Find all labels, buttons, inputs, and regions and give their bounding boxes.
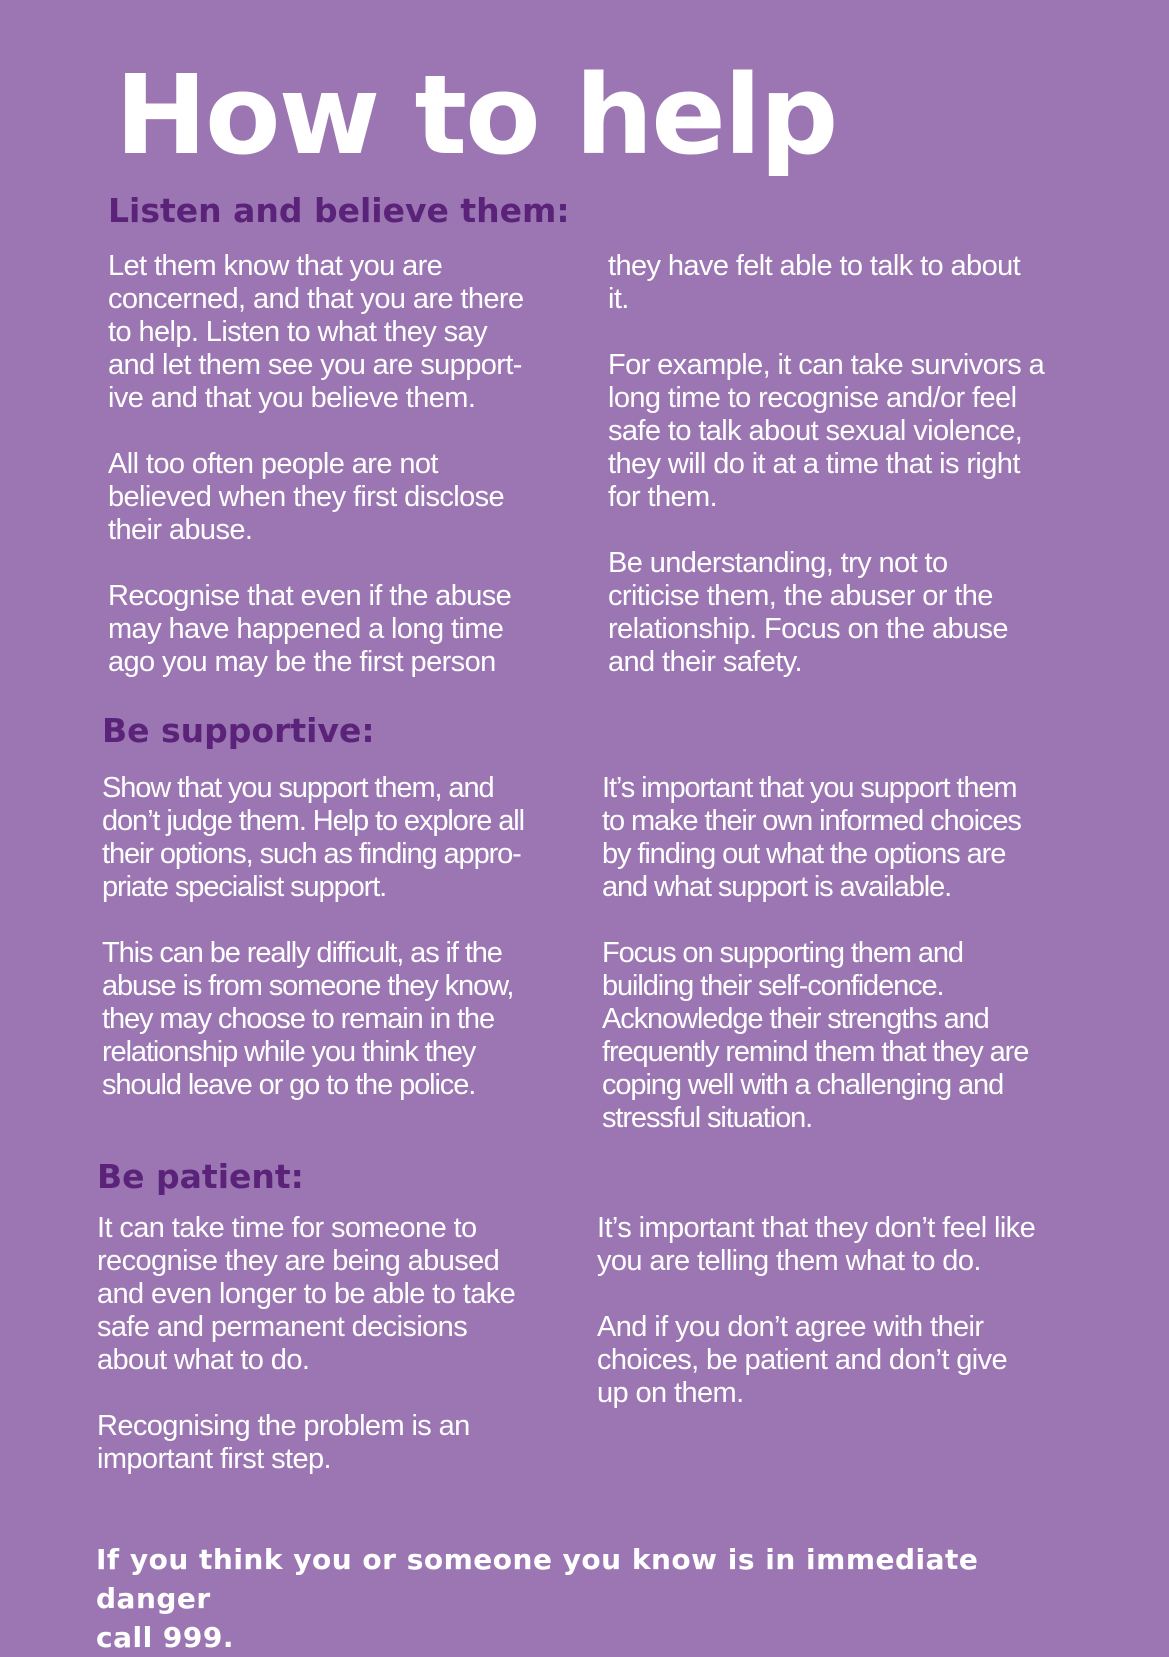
paragraph: Let them know that you are concerned, and that you are there to help. Listen to what they say and let them see you are support- ive and that you believe them. <box>108 250 524 414</box>
section-listen-right-column <box>608 250 1098 712</box>
section-patient-left-column <box>97 1212 567 1509</box>
paragraph: For example, it can take survivors a long time to recognise and/or feel safe to talk about sexual violence, they will do it at a time that is right for them. <box>608 349 1045 513</box>
paragraph: All too often people are not believed when they first disclose their abuse. <box>108 448 505 546</box>
emergency-warning: If you think you or someone you know is in immediate danger call 999. <box>96 1543 979 1654</box>
section-supportive-left-column <box>102 772 572 1135</box>
paragraph: This can be really difficult, as if the abuse is from someone they know, they may choose to remain in the relationship while you think they should leave or go to the police. <box>102 937 514 1101</box>
section-heading-listen: Listen and believe them: <box>108 191 570 230</box>
section-listen-left-column <box>108 250 578 712</box>
section-heading-patient: Be patient: <box>97 1157 304 1196</box>
section-supportive-right-column <box>602 772 1092 1168</box>
paragraph: Recognising the problem is an important first step. <box>97 1410 470 1475</box>
section-patient-right-column <box>597 1212 1087 1443</box>
paragraph: It’s important that they don’t feel like you are telling them what to do. <box>597 1212 1036 1277</box>
page-title: How to help <box>115 51 837 179</box>
paragraph: Show that you support them, and don’t judge them. Help to explore all their options, such as finding appro- priate specialist support. <box>102 772 524 903</box>
paragraph: they have felt able to talk to about it. <box>608 250 1021 315</box>
paragraph: Recognise that even if the abuse may have happened a long time ago you may be the first person <box>108 580 512 678</box>
section-heading-supportive: Be supportive: <box>102 711 375 750</box>
paragraph: It can take time for someone to recognise they are being abused and even longer to be able to take safe and permanent decisions about what to do. <box>97 1212 516 1376</box>
paragraph: Be understanding, try not to criticise them, the abuser or the relationship. Focus on the abuse and their safety. <box>608 547 1008 678</box>
paragraph: Focus on supporting them and building their self-confidence. Acknowledge their strengths and frequently remind them that they are coping well with a challenging and stressful situation. <box>602 937 1029 1134</box>
paragraph: It’s important that you support them to make their own informed choices by finding out what the options are and what support is available. <box>602 772 1021 903</box>
paragraph: And if you don’t agree with their choices, be patient and don’t give up on them. <box>597 1311 1008 1409</box>
